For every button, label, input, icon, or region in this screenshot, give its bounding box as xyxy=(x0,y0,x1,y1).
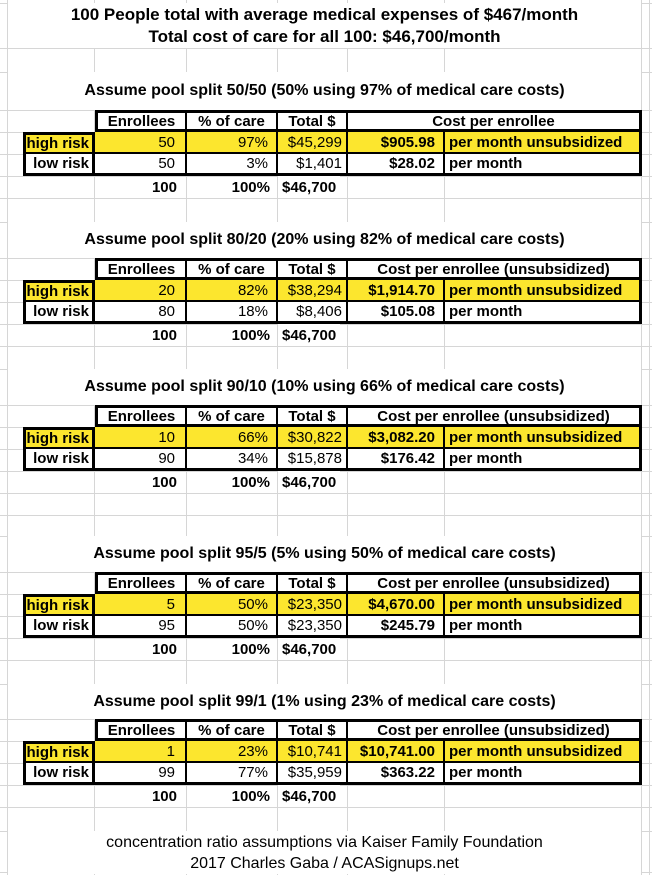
totals-care: 100% xyxy=(231,178,270,196)
gridline-vertical xyxy=(7,0,8,875)
col-header-care: % of care xyxy=(187,572,278,594)
cell-cost: $245.79 xyxy=(348,616,445,638)
table-header-row xyxy=(95,572,642,594)
col-header-cost: Cost per enrollee (unsubsidized) xyxy=(348,258,642,280)
col-header-cost: Cost per enrollee xyxy=(348,110,642,132)
table-header-row xyxy=(95,405,642,427)
totals-care: 100% xyxy=(231,326,270,344)
cell-cost: $905.98 xyxy=(348,132,445,154)
cell-cost: $10,741.00 xyxy=(348,741,445,763)
section-title: Assume pool split 90/10 (10% using 66% of medical care costs) xyxy=(8,369,641,405)
col-header-enrollees: Enrollees xyxy=(95,572,187,594)
cell-enrollees: 20 xyxy=(95,280,187,302)
cell-total: $8,406 xyxy=(278,302,348,324)
col-header-enrollees: Enrollees xyxy=(95,405,187,427)
table-row-low-risk xyxy=(23,302,642,324)
section-title: Assume pool split 50/50 (50% using 97% of medical care costs) xyxy=(8,72,641,110)
totals-enrollees: 100 xyxy=(151,178,177,196)
cell-cost: $28.02 xyxy=(348,154,445,176)
cell-cost: $363.22 xyxy=(348,763,445,785)
cell-unit: per month unsubsidized xyxy=(445,741,642,763)
cell-unit: per month unsubsidized xyxy=(445,132,642,154)
table-header-row xyxy=(95,110,642,132)
row-label: high risk xyxy=(23,280,95,302)
pool-split-table xyxy=(23,572,642,660)
row-label: low risk xyxy=(23,154,95,176)
cell-cost: $105.08 xyxy=(348,302,445,324)
cell-enrollees: 95 xyxy=(95,616,187,638)
gridline-horizontal xyxy=(0,515,652,516)
totals-spacer xyxy=(23,176,95,198)
cell-care: 82% xyxy=(187,280,278,302)
cell-unit: per month unsubsidized xyxy=(445,427,642,449)
page-title-line-1: 100 People total with average medical expenses of $467/month xyxy=(70,5,579,24)
totals-spacer xyxy=(23,638,95,660)
col-header-cost: Cost per enrollee (unsubsidized) xyxy=(348,405,642,427)
gridline-horizontal xyxy=(0,198,652,199)
cell-total: $30,822 xyxy=(278,427,348,449)
pool-split-table xyxy=(23,719,642,807)
table-row-low-risk xyxy=(23,449,642,471)
totals-total: $46,700 xyxy=(278,324,340,346)
totals-care: 100% xyxy=(231,787,270,805)
table-totals-row xyxy=(23,638,642,660)
totals-spacer xyxy=(23,324,95,346)
cell-enrollees: 90 xyxy=(95,449,187,471)
totals-enrollees: 100 xyxy=(151,640,177,658)
cell-unit: per month unsubsidized xyxy=(445,280,642,302)
cell-care: 97% xyxy=(187,132,278,154)
cell-enrollees: 10 xyxy=(95,427,187,449)
cell-enrollees: 99 xyxy=(95,763,187,785)
pool-split-table xyxy=(23,258,642,346)
cell-care: 50% xyxy=(187,594,278,616)
cell-total: $45,299 xyxy=(278,132,348,154)
row-label: high risk xyxy=(23,594,95,616)
section-title: Assume pool split 99/1 (1% using 23% of medical care costs) xyxy=(8,684,641,719)
col-header-care: % of care xyxy=(187,719,278,741)
row-label: low risk xyxy=(23,449,95,471)
table-row-low-risk xyxy=(23,763,642,785)
table-row-high-risk xyxy=(23,427,642,449)
row-label: low risk xyxy=(23,616,95,638)
gridline-vertical xyxy=(649,0,650,875)
col-header-total: Total $ xyxy=(278,258,348,280)
col-header-enrollees: Enrollees xyxy=(95,110,187,132)
gridline-horizontal xyxy=(0,48,652,49)
cell-enrollees: 1 xyxy=(95,741,187,763)
cell-cost: $3,082.20 xyxy=(348,427,445,449)
col-header-total: Total $ xyxy=(278,572,348,594)
pool-split-table xyxy=(23,405,642,493)
gridline-horizontal xyxy=(0,807,652,808)
cell-enrollees: 80 xyxy=(95,302,187,324)
totals-enrollees: 100 xyxy=(151,473,177,491)
gridline-horizontal xyxy=(0,660,652,661)
totals-total: $46,700 xyxy=(278,638,340,660)
cell-total: $35,959 xyxy=(278,763,348,785)
table-row-low-risk xyxy=(23,154,642,176)
table-header-row xyxy=(95,258,642,280)
footer-author-line: 2017 Charles Gaba / ACASignups.net xyxy=(190,854,459,872)
cell-unit: per month xyxy=(445,763,642,785)
row-label: high risk xyxy=(23,132,95,154)
footer-credit-block xyxy=(8,831,641,874)
totals-care: 100% xyxy=(231,473,270,491)
totals-enrollees: 100 xyxy=(151,326,177,344)
cell-unit: per month xyxy=(445,302,642,324)
cell-care: 50% xyxy=(187,616,278,638)
table-totals-row xyxy=(23,785,642,807)
section-title: Assume pool split 95/5 (5% using 50% of medical care costs) xyxy=(8,536,641,572)
cell-total: $23,350 xyxy=(278,594,348,616)
cell-enrollees: 50 xyxy=(95,154,187,176)
cell-unit: per month xyxy=(445,449,642,471)
cell-enrollees: 5 xyxy=(95,594,187,616)
section-title: Assume pool split 80/20 (20% using 82% of medical care costs) xyxy=(8,222,641,258)
col-header-care: % of care xyxy=(187,405,278,427)
row-label: low risk xyxy=(23,763,95,785)
page-title-block xyxy=(8,3,641,48)
cell-unit: per month unsubsidized xyxy=(445,594,642,616)
totals-total: $46,700 xyxy=(278,471,340,493)
cell-care: 23% xyxy=(187,741,278,763)
col-header-cost: Cost per enrollee (unsubsidized) xyxy=(348,572,642,594)
row-label: high risk xyxy=(23,741,95,763)
page-title-line-2: Total cost of care for all 100: $46,700/month xyxy=(148,27,501,46)
cell-total: $15,878 xyxy=(278,449,348,471)
totals-enrollees: 100 xyxy=(151,787,177,805)
col-header-enrollees: Enrollees xyxy=(95,258,187,280)
cell-care: 18% xyxy=(187,302,278,324)
col-header-enrollees: Enrollees xyxy=(95,719,187,741)
cell-total: $10,741 xyxy=(278,741,348,763)
cell-total: $23,350 xyxy=(278,616,348,638)
cell-total: $1,401 xyxy=(278,154,348,176)
cell-care: 3% xyxy=(187,154,278,176)
table-row-low-risk xyxy=(23,616,642,638)
table-totals-row xyxy=(23,176,642,198)
totals-spacer xyxy=(23,785,95,807)
cell-cost: $176.42 xyxy=(348,449,445,471)
cell-enrollees: 50 xyxy=(95,132,187,154)
table-row-high-risk xyxy=(23,280,642,302)
pool-split-table xyxy=(23,110,642,198)
cell-cost: $1,914.70 xyxy=(348,280,445,302)
col-header-care: % of care xyxy=(187,258,278,280)
table-totals-row xyxy=(23,471,642,493)
cell-total: $38,294 xyxy=(278,280,348,302)
totals-total: $46,700 xyxy=(278,785,340,807)
row-label: low risk xyxy=(23,302,95,324)
footer-source-line: concentration ratio assumptions via Kaiser Family Foundation xyxy=(106,833,543,851)
cell-unit: per month xyxy=(445,616,642,638)
col-header-total: Total $ xyxy=(278,110,348,132)
row-label: high risk xyxy=(23,427,95,449)
totals-care: 100% xyxy=(231,640,270,658)
gridline-horizontal xyxy=(0,346,652,347)
table-row-high-risk xyxy=(23,741,642,763)
cell-care: 66% xyxy=(187,427,278,449)
table-row-high-risk xyxy=(23,132,642,154)
cell-unit: per month xyxy=(445,154,642,176)
gridline-horizontal xyxy=(0,493,652,494)
cell-cost: $4,670.00 xyxy=(348,594,445,616)
totals-total: $46,700 xyxy=(278,176,340,198)
totals-spacer xyxy=(23,471,95,493)
cell-care: 77% xyxy=(187,763,278,785)
table-totals-row xyxy=(23,324,642,346)
col-header-care: % of care xyxy=(187,110,278,132)
col-header-cost: Cost per enrollee (unsubsidized) xyxy=(348,719,642,741)
table-header-row xyxy=(95,719,642,741)
col-header-total: Total $ xyxy=(278,405,348,427)
col-header-total: Total $ xyxy=(278,719,348,741)
cell-care: 34% xyxy=(187,449,278,471)
table-row-high-risk xyxy=(23,594,642,616)
